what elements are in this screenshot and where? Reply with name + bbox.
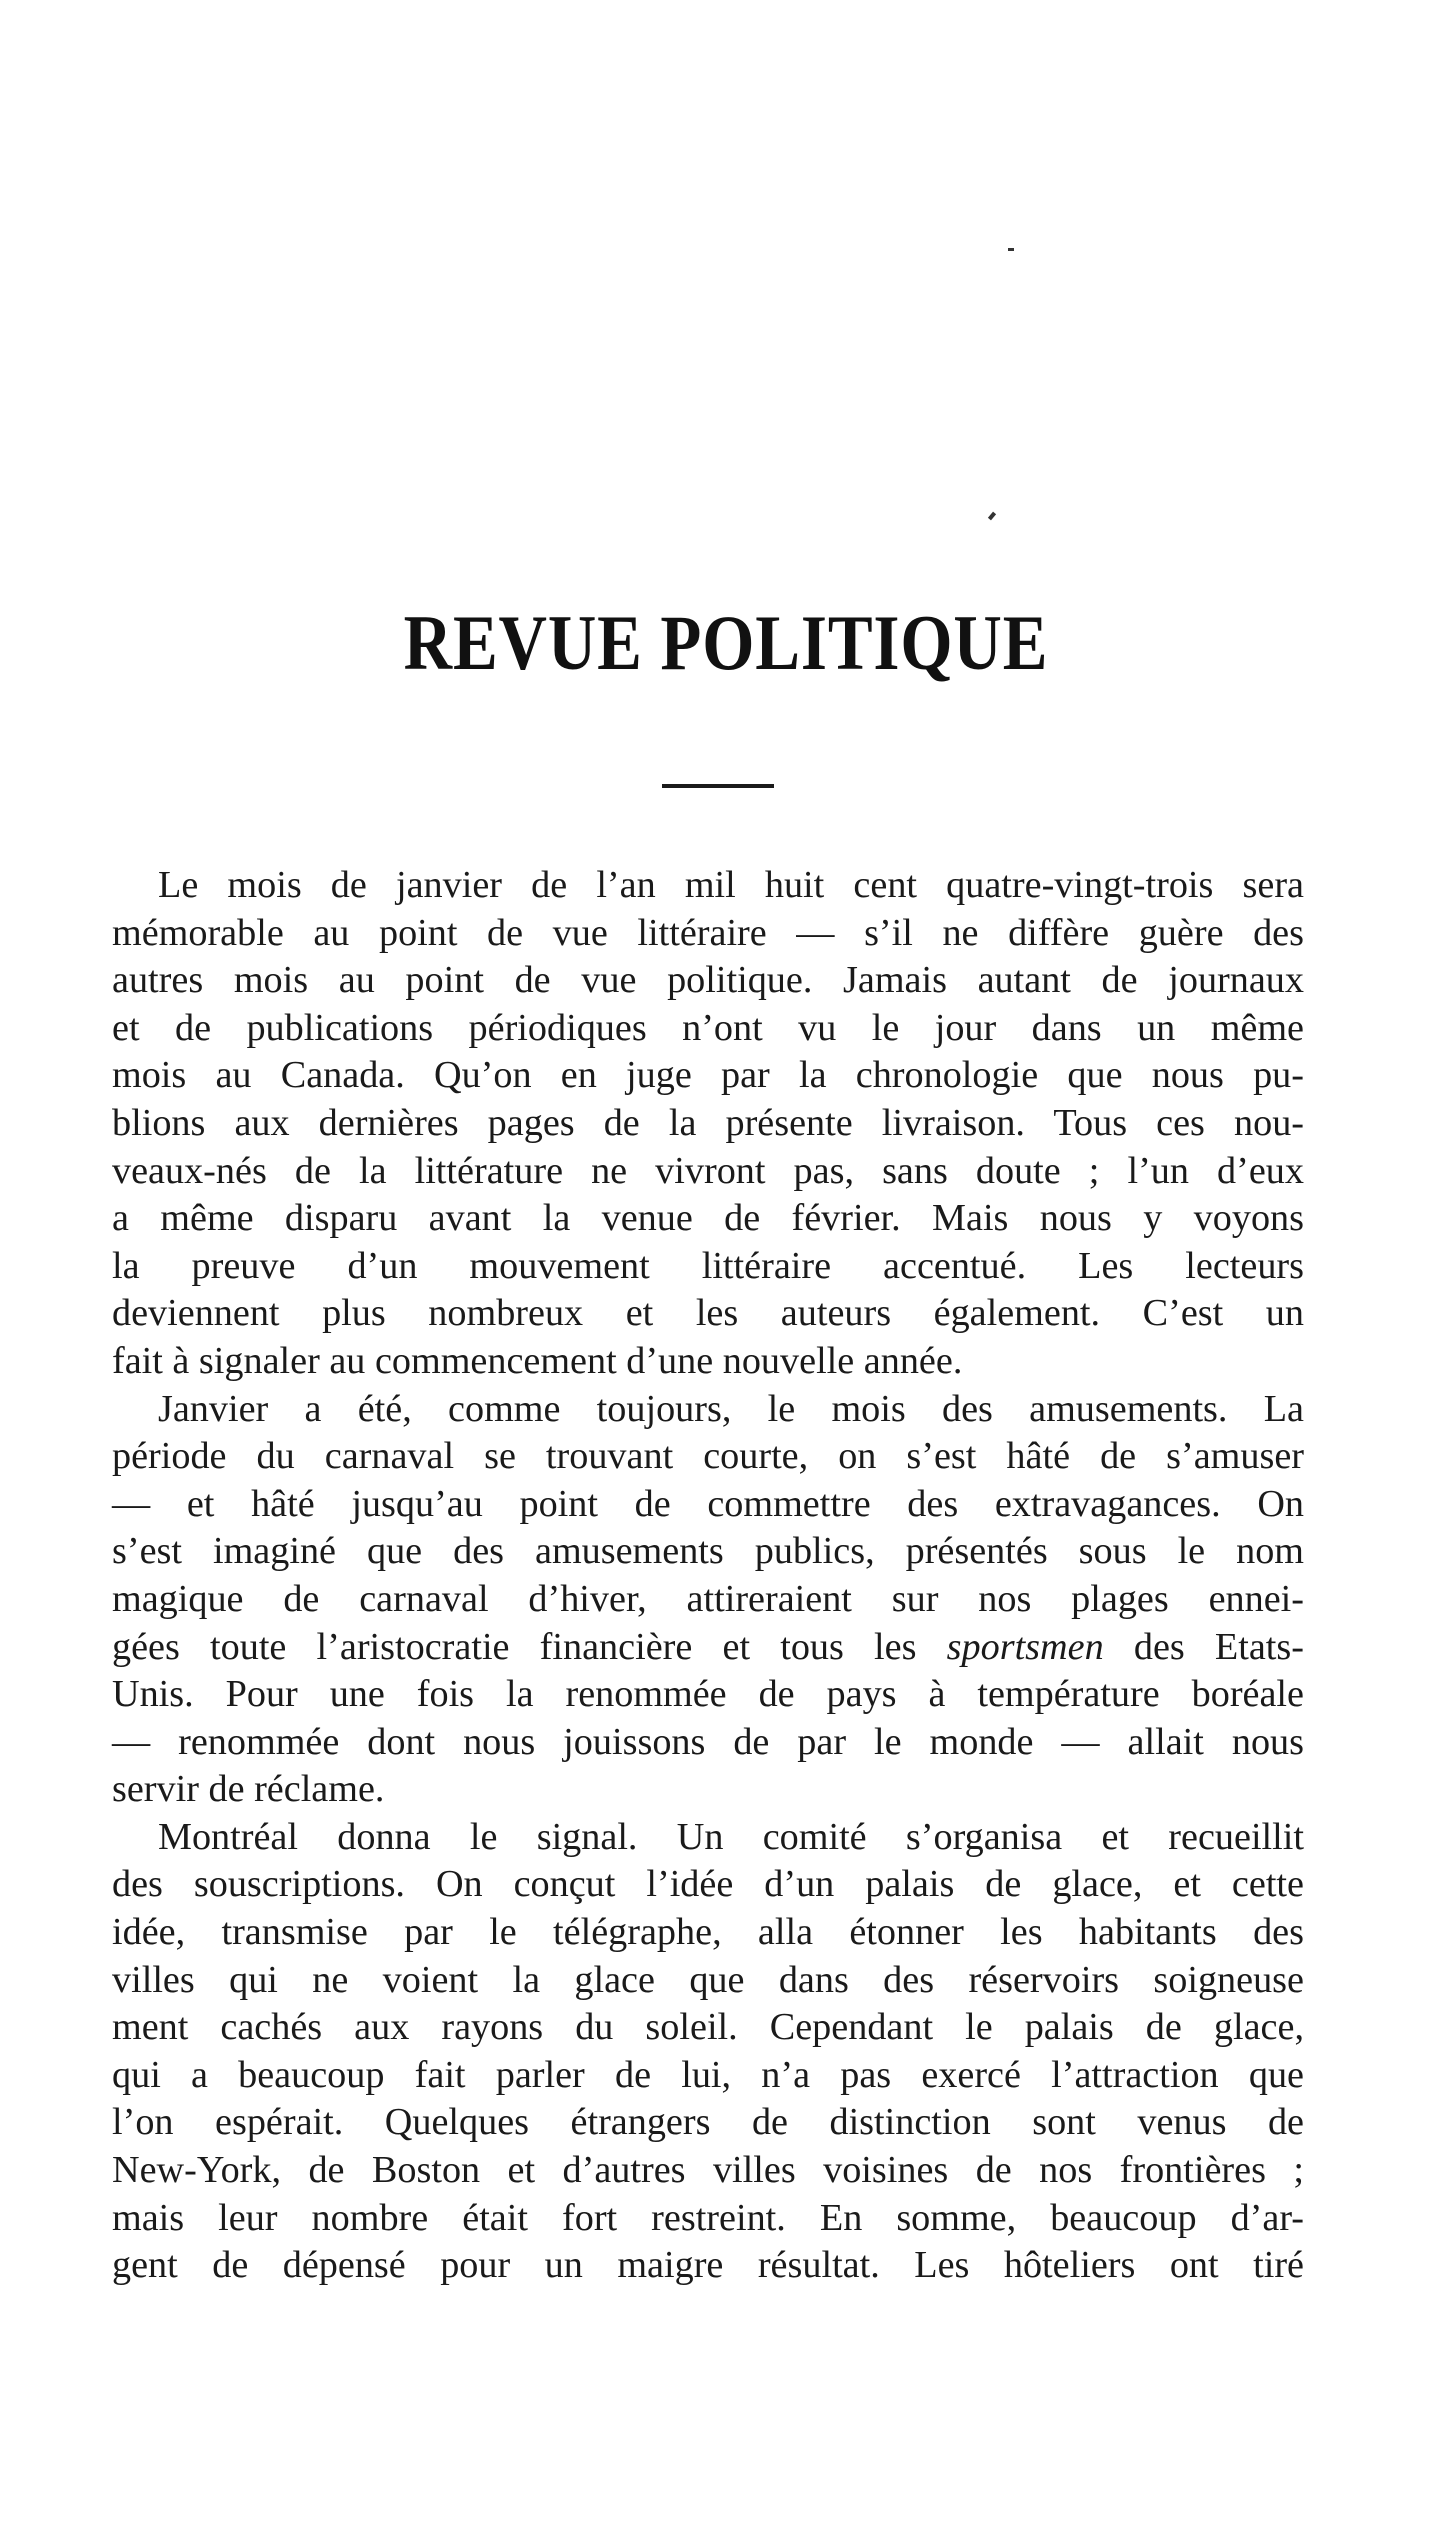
title-divider <box>662 784 774 788</box>
text-line: — renommée dont nous jouissons de par le monde — allait nous <box>112 1720 1304 1763</box>
text-line: période du carnaval se trouvant courte, on s’est hâté de s’amuser <box>112 1435 1304 1478</box>
paragraph-3 <box>112 1814 1304 2290</box>
text-line: gent de dépensé pour un maigre résultat. Les hôteliers ont tiré <box>112 2244 1304 2287</box>
text-line: mois au Canada. Qu’on en juge par la chronologie que nous pu- <box>112 1054 1304 1097</box>
text-line: mais leur nombre était fort restreint. En somme, beaucoup d’ar- <box>112 2196 1304 2239</box>
text-line: des souscriptions. On conçut l’idée d’un palais de glace, et cette <box>112 1863 1304 1906</box>
text-line: Unis. Pour une fois la renommée de pays à température boréale <box>112 1673 1304 1716</box>
text-line: idée, transmise par le télégraphe, alla étonner les habitants des <box>112 1911 1304 1954</box>
text-line: s’est imaginé que des amusements publics, présentés sous le nom <box>112 1530 1304 1573</box>
text-line: veaux-nés de la littérature ne vivront pas, sans doute ; l’un d’eux <box>112 1149 1304 1192</box>
text-line: mémorable au point de vue littéraire — s’il ne diffère guère des <box>112 911 1304 954</box>
text-line: ment cachés aux rayons du soleil. Cependant le palais de glace, <box>112 2006 1304 2049</box>
text-line: New-York, de Boston et d’autres villes voisines de nos frontières ; <box>112 2149 1304 2192</box>
paragraph-1 <box>112 862 1304 1386</box>
article-body <box>112 862 1304 2290</box>
text-line: Montréal donna le signal. Un comité s’organisa et recueillit <box>158 1815 1304 1858</box>
text-line: — et hâté jusqu’au point de commettre des extravagances. On <box>112 1482 1304 1525</box>
ink-speck <box>988 512 996 521</box>
text-line: villes qui ne voient la glace que dans des réservoirs soigneuse <box>112 1958 1304 2001</box>
paragraph-2 <box>112 1386 1304 1814</box>
text-line: la preuve d’un mouvement littéraire accentué. Les lecteurs <box>112 1244 1304 1287</box>
article-title: REVUE POLITIQUE <box>403 599 1049 686</box>
text-line: deviennent plus nombreux et les auteurs également. C’est un <box>112 1292 1304 1335</box>
text-line: l’on espérait. Quelques étrangers de distinction sont venus de <box>112 2101 1304 2144</box>
ink-speck <box>1008 248 1014 251</box>
text-line: a même disparu avant la venue de février. Mais nous y voyons <box>112 1197 1304 1240</box>
text-line: magique de carnaval d’hiver, attireraient sur nos plages ennei- <box>112 1577 1304 1620</box>
text-line: blions aux dernières pages de la présente livraison. Tous ces nou- <box>112 1101 1304 1144</box>
text-line: qui a beaucoup fait parler de lui, n’a pas exercé l’attraction que <box>112 2053 1304 2096</box>
italic-word: sportsmen <box>946 1625 1104 1668</box>
text-line: et de publications périodiques n’ont vu le jour dans un même <box>112 1006 1304 1049</box>
text-line: servir de réclame. <box>112 1768 385 1811</box>
text-line: Le mois de janvier de l’an mil huit cent quatre-vingt-trois sera <box>158 864 1304 906</box>
text-line: Janvier a été, comme toujours, le mois des amusements. La <box>158 1387 1304 1430</box>
text-line: gées toute l’aristocratie financière et tous les sportsmen des Etats- <box>112 1625 1304 1668</box>
text-line: fait à signaler au commencement d’une nouvelle année. <box>112 1339 963 1382</box>
text-line: autres mois au point de vue politique. Jamais autant de journaux <box>112 959 1304 1002</box>
